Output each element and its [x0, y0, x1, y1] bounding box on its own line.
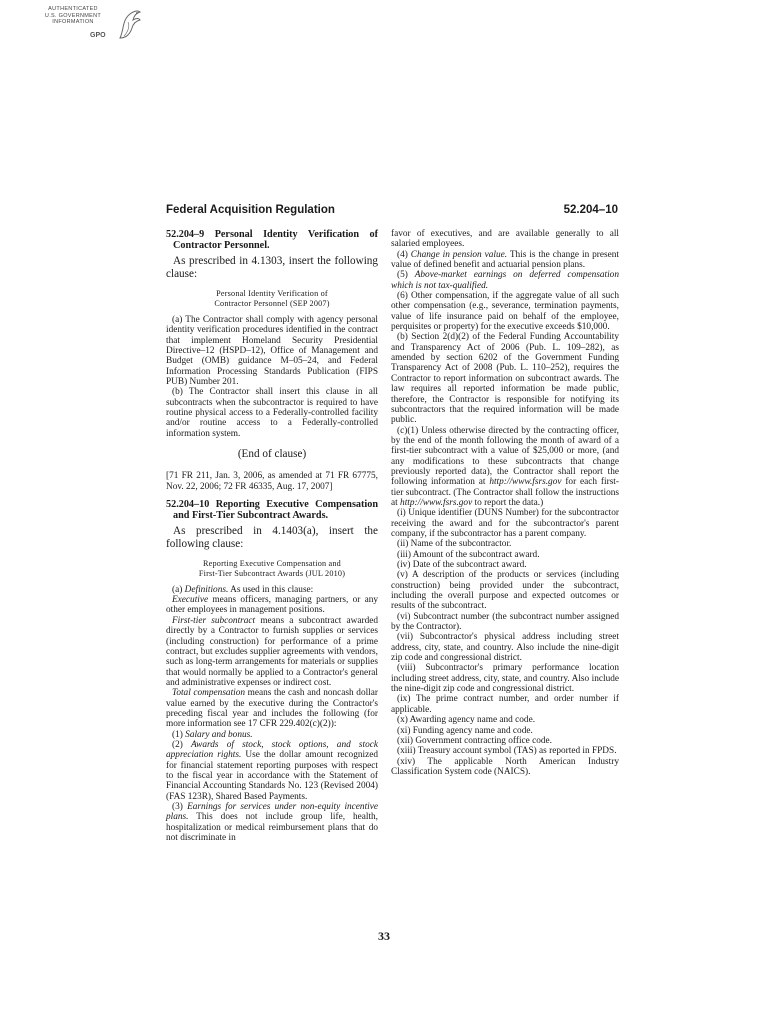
list-item: (vii) Subcontractor's physical address including street address, city, state, and country. Also include the nine-digit zip code and congressional district.	[391, 632, 619, 664]
running-head-title: Federal Acquisition Regulation	[166, 204, 335, 216]
list-item: (xii) Government contracting office code.	[397, 735, 552, 746]
seal-gpo-text: GPO	[90, 32, 106, 39]
right-column	[391, 229, 619, 777]
paragraph-text: As used in this clause:	[228, 584, 314, 595]
list-item: (xiv) The applicable North American Industry Classification System code (NAICS).	[391, 756, 619, 777]
list-item: (ii) Name of the subcontractor.	[397, 539, 512, 550]
paragraph	[166, 616, 378, 688]
clause-title	[166, 289, 378, 309]
paragraph-text: This is the change in present value of defined benefit and actuarial pension plans.	[391, 249, 619, 271]
clause-title-line-1: Reporting Executive Compensation and	[203, 558, 341, 568]
paragraph-label: (a)	[172, 584, 185, 595]
paragraph	[391, 250, 619, 271]
list-item: (viii) Subcontractor's primary performance location including street address, city, state, and country. Also include the nine-digit zip code and congressional district.	[391, 663, 619, 695]
defined-term: Earnings for services under non-equity incentive plans.	[166, 802, 378, 823]
clause-title-line-1: Personal Identity Verification of	[216, 288, 328, 298]
seal-line-2: U.S. GOVERNMENT	[44, 12, 102, 19]
paragraph: (6) Other compensation, if the aggregate value of all such other compensation (e.g., severance, termination payments, value of life insurance paid on behalf of the employee, perquisites or property) for the executive exceeds $10,000.	[391, 291, 619, 333]
defined-term: Awards of stock, stock options, and stock appreciation rights.	[166, 739, 378, 761]
paragraph-text: means the cash and noncash dollar value earned by the executive during the Contractor's preceding fiscal year and includes the following (for more information see 17 CFR 229.402(c)(2)):	[166, 688, 378, 730]
defined-term: Executive	[172, 595, 209, 606]
list-item: (ix) The prime contract number, and order number if applicable.	[391, 694, 619, 715]
section-heading-52-204-9: 52.204–9 Personal Identity Verification of Contractor Personnel.	[166, 229, 378, 252]
defined-term: Salary and bonus.	[185, 729, 253, 740]
seal-line-1: AUTHENTICATED	[48, 6, 98, 12]
paragraph-text: (c)(1) Unless otherwise directed by the contracting officer, by the end of the month following the month of award of a first-tier subcontract with a value of $25,000 or more, (and any modifications to these subcontracts that change previously reported data), the Contractor shall report the following information at	[391, 425, 619, 488]
paragraph	[166, 740, 378, 802]
gpo-authentication-seal	[30, 6, 142, 46]
paragraph-label: (4)	[397, 249, 411, 260]
prescription-text: As prescribed in 4.1303, insert the following clause:	[166, 255, 378, 280]
list-item: (xiii) Treasury account symbol (TAS) as reported in FPDS.	[397, 746, 617, 757]
page-number: 33	[378, 929, 390, 943]
end-of-clause: (End of clause)	[237, 447, 307, 460]
running-head-section: 52.204–10	[563, 204, 618, 216]
paragraph-label: (3)	[172, 802, 188, 812]
paragraph: (b) Section 2(d)(2) of the Federal Funding Accountability and Transparency Act of 2006 (Pub. L. 109–282), as amended by section 6202 of the Government Funding Transparency Act of 2008 (Pub. L. 110–252), requires the Contractor to report information on subcontract awards. The law requires all reported information be made public, therefore, the Contractor is responsible for notifying its subcontractors that the required information will be made public.	[391, 332, 619, 426]
paragraph	[391, 270, 619, 291]
list-item: (x) Awarding agency name and code.	[397, 715, 536, 726]
paragraph-text: means a subcontract awarded directly by a Contractor to furnish supplies or services (including construction) for performance of a prime contract, but excludes supplier agreements with vendors, such as long-term arrangements for materials or supplies that would normally be applied to a Contractor's general and administrative expenses or indirect cost.	[166, 615, 379, 688]
clause-title	[166, 559, 378, 579]
fsrs-url: http://www.fsrs.gov	[489, 477, 562, 488]
paragraph	[166, 730, 378, 740]
paragraph-label: (5)	[397, 270, 415, 281]
defined-term: Definitions.	[184, 584, 229, 595]
paragraph-text: for each first-tier subcontract. (The Contractor shall follow the instructions at	[391, 477, 619, 508]
section-heading-52-204-10: 52.204–10 Reporting Executive Compensation and First-Tier Subcontract Awards.	[166, 498, 378, 522]
paragraph	[166, 688, 378, 729]
paragraph-text: Use the dollar amount recognized for financial statement reporting purposes with respect to the fiscal year in accordance with the Statement of Financial Accounting Standards No. 123 (Revised 2004) (FAS 123R), Shared Based Payments.	[166, 750, 378, 802]
paragraph	[166, 802, 378, 843]
paragraph-text: to report the data.)	[472, 497, 544, 508]
paragraph	[166, 585, 378, 595]
defined-term: Change in pension value.	[410, 249, 508, 260]
clause-title-line-2: Contractor Personnel (SEP 2007)	[214, 298, 330, 308]
paragraph	[391, 426, 619, 509]
running-head	[166, 204, 618, 220]
defined-term: Total compensation	[172, 688, 246, 699]
left-column	[166, 229, 378, 843]
paragraph-label: (1)	[172, 729, 186, 740]
list-item: (xi) Funding agency name and code.	[397, 725, 533, 736]
paragraph	[166, 595, 378, 616]
defined-term: Above-market earnings on deferred compensation which is not tax-qualified.	[391, 270, 619, 291]
paragraph: favor of executives, and are available generally to all salaried employees.	[391, 229, 619, 250]
seal-line-3: INFORMATION	[52, 19, 94, 25]
fsrs-url: http://www.fsrs.gov	[400, 497, 473, 508]
list-item: (iv) Date of the subcontract award.	[397, 560, 527, 570]
paragraph-text: This does not include group life, health, hospitalization or medical reimbursement plans that do not discriminate in	[166, 812, 378, 844]
list-item: (iii) Amount of the subcontract award.	[397, 549, 540, 560]
paragraph-label: (2)	[172, 739, 191, 750]
prescription-text: As prescribed in 4.1403(a), insert the following clause:	[166, 525, 378, 550]
paragraph: (b) The Contractor shall insert this clause in all subcontracts when the subcontractor is required to have routine physical access to a Federally-controlled facility and/or routine access to a Federally-controlled information system.	[166, 387, 378, 439]
defined-term: First-tier subcontract	[172, 615, 256, 626]
paragraph: (a) The Contractor shall comply with agency personal identity verification procedures identified in the contract that implement Homeland Security Presidential Directive–12 (HSPD–12), Office of Management and Budget (OMB) guidance M–05–24, and Federal Information Processing Standards Publication (FIPS PUB) Number 201.	[166, 314, 378, 387]
eagle-icon	[116, 8, 142, 42]
list-item: (v) A description of the products or services (including construction) being provided under the subcontract, including the overall purpose and expected outcomes or results of the subcontract.	[391, 570, 619, 612]
list-item: (i) Unique identifier (DUNS Number) for the subcontractor receiving the award and for the subcontractor's parent company, if the subcontractor has a parent company.	[391, 508, 619, 539]
clause-title-line-2: First-Tier Subcontract Awards (JUL 2010)	[198, 568, 346, 578]
paragraph-text: means officers, managing partners, or any other employees in management positions.	[166, 595, 378, 616]
list-item: (vi) Subcontract number (the subcontract number assigned by the Contractor).	[391, 611, 619, 633]
citation: [71 FR 211, Jan. 3, 2006, as amended at 71 FR 67775, Nov. 22, 2006; 72 FR 46335, Aug. 17, 2007]	[166, 471, 378, 492]
